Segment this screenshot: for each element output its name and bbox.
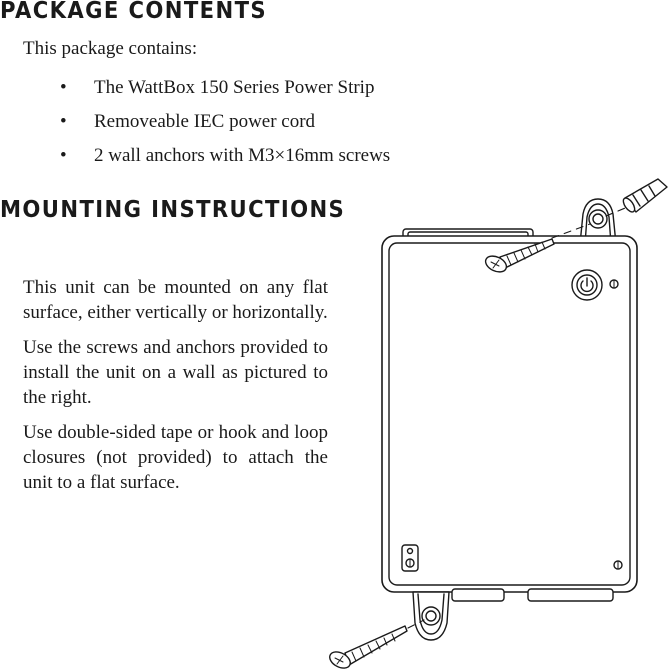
package-contents-heading: PACKAGE CONTENTS (0, 0, 268, 24)
bullet-icon: • (60, 111, 67, 132)
mounting-paragraph: Use the screws and anchors provided to install the unit on a wall as pictured to the right. (23, 337, 328, 408)
bottom-feet (452, 589, 613, 601)
package-item-label: The WattBox 150 Series Power Strip (94, 77, 375, 98)
bullet-icon: • (60, 145, 67, 166)
mounting-instructions-heading: MOUNTING INSTRUCTIONS (0, 197, 346, 223)
iec-inlet-icon (402, 545, 418, 571)
power-button-icon (572, 270, 602, 300)
bullet-icon: • (60, 77, 67, 98)
lower-mounting-ear (413, 592, 449, 640)
package-intro: This package contains: (23, 38, 198, 59)
mounting-paragraph: Use double-sided tape or hook and loop closures (not provided) to attach the unit to a flat surface. (23, 422, 328, 493)
package-item-label: Removeable IEC power cord (94, 111, 316, 132)
mounting-paragraph: This unit can be mounted on any flat surface, either vertically or horizontally. (23, 277, 328, 323)
package-item-label: 2 wall anchors with M3×16mm screws (94, 145, 391, 166)
lower-screw-icon (327, 626, 407, 671)
wall-anchor-icon (621, 179, 667, 214)
